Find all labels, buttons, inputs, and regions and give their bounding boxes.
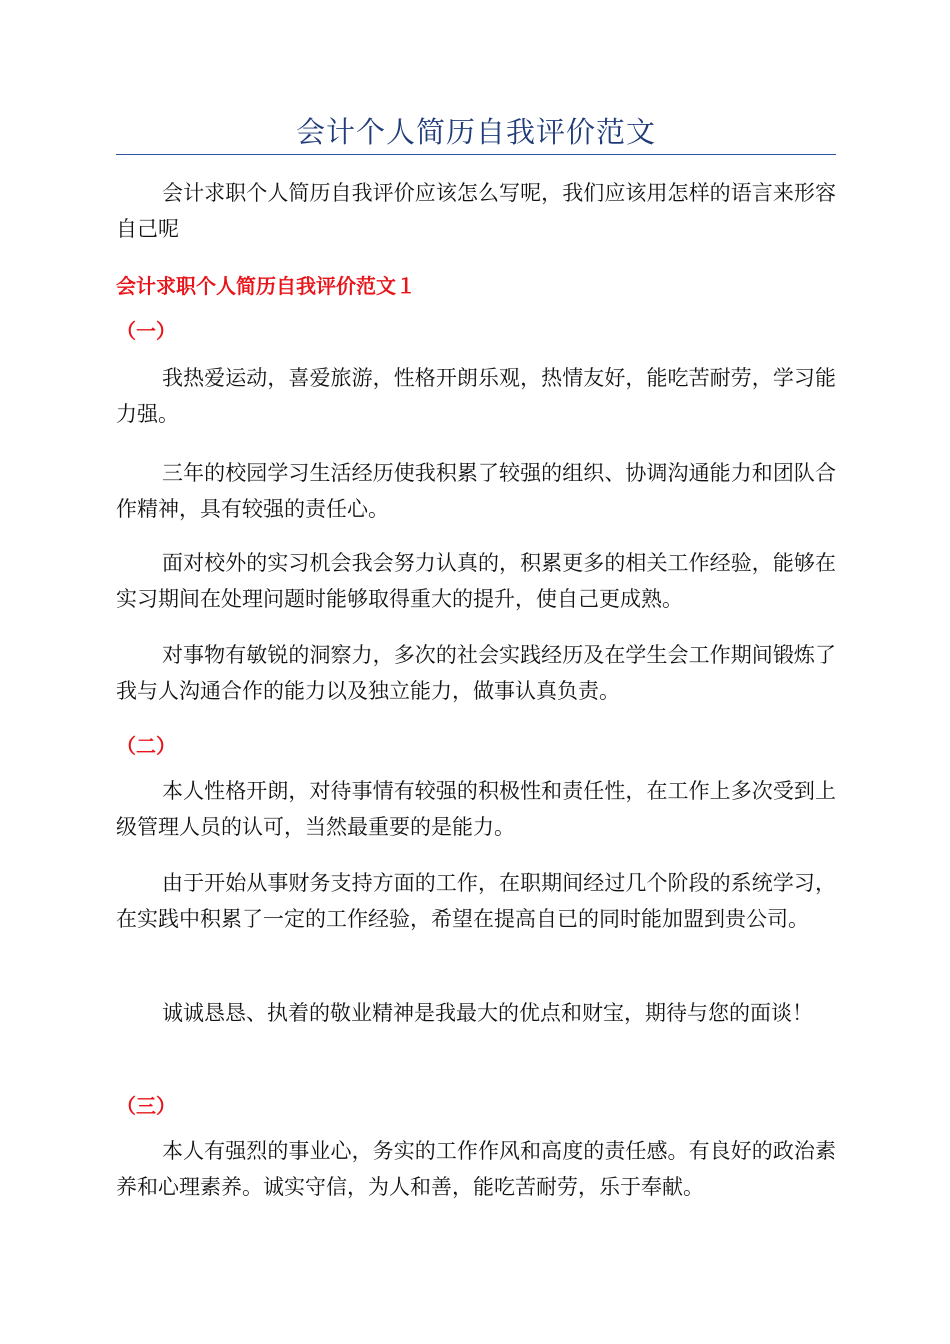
part-label-3: （三） bbox=[116, 1094, 176, 1118]
part-label-1: （一） bbox=[116, 319, 176, 343]
paragraph: 面对校外的实习机会我会努力认真的，积累更多的相关工作经验，能够在实习期间在处理问题时能够取得重大的提升，使自己更成熟。 bbox=[116, 551, 836, 611]
page-title: 会计个人简历自我评价范文 bbox=[295, 115, 656, 149]
paragraph: 对事物有敏锐的洞察力，多次的社会实践经历及在学生会工作期间锻炼了我与人沟通合作的能力以及独立能力，做事认真负责。 bbox=[116, 643, 836, 703]
paragraph: 本人有强烈的事业心，务实的工作作风和高度的责任感。有良好的政治素养和心理素养。诚实守信，为人和善，能吃苦耐劳，乐于奉献。 bbox=[116, 1139, 836, 1199]
paragraph: 我热爱运动，喜爱旅游，性格开朗乐观，热情友好，能吃苦耐劳，学习能力强。 bbox=[116, 366, 836, 426]
intro-paragraph: 会计求职个人简历自我评价应该怎么写呢，我们应该用怎样的语言来形容自己呢 bbox=[116, 181, 836, 241]
paragraph: 诚诚恳恳、执着的敬业精神是我最大的优点和财宝，期待与您的面谈！ bbox=[162, 1001, 813, 1025]
section-title: 会计求职个人简历自我评价范文１ bbox=[116, 274, 416, 298]
paragraph: 本人性格开朗，对待事情有较强的积极性和责任性，在工作上多次受到上级管理人员的认可，当然最重要的是能力。 bbox=[116, 779, 836, 839]
part-label-2: （二） bbox=[116, 734, 176, 758]
paragraph: 由于开始从事财务支持方面的工作，在职期间经过几个阶段的系统学习，在实践中积累了一定的工作经验，希望在提高自已的同时能加盟到贵公司。 bbox=[116, 871, 836, 931]
paragraph: 三年的校园学习生活经历使我积累了较强的组织、协调沟通能力和团队合作精神，具有较强的责任心。 bbox=[116, 461, 836, 521]
title-divider bbox=[116, 154, 836, 155]
